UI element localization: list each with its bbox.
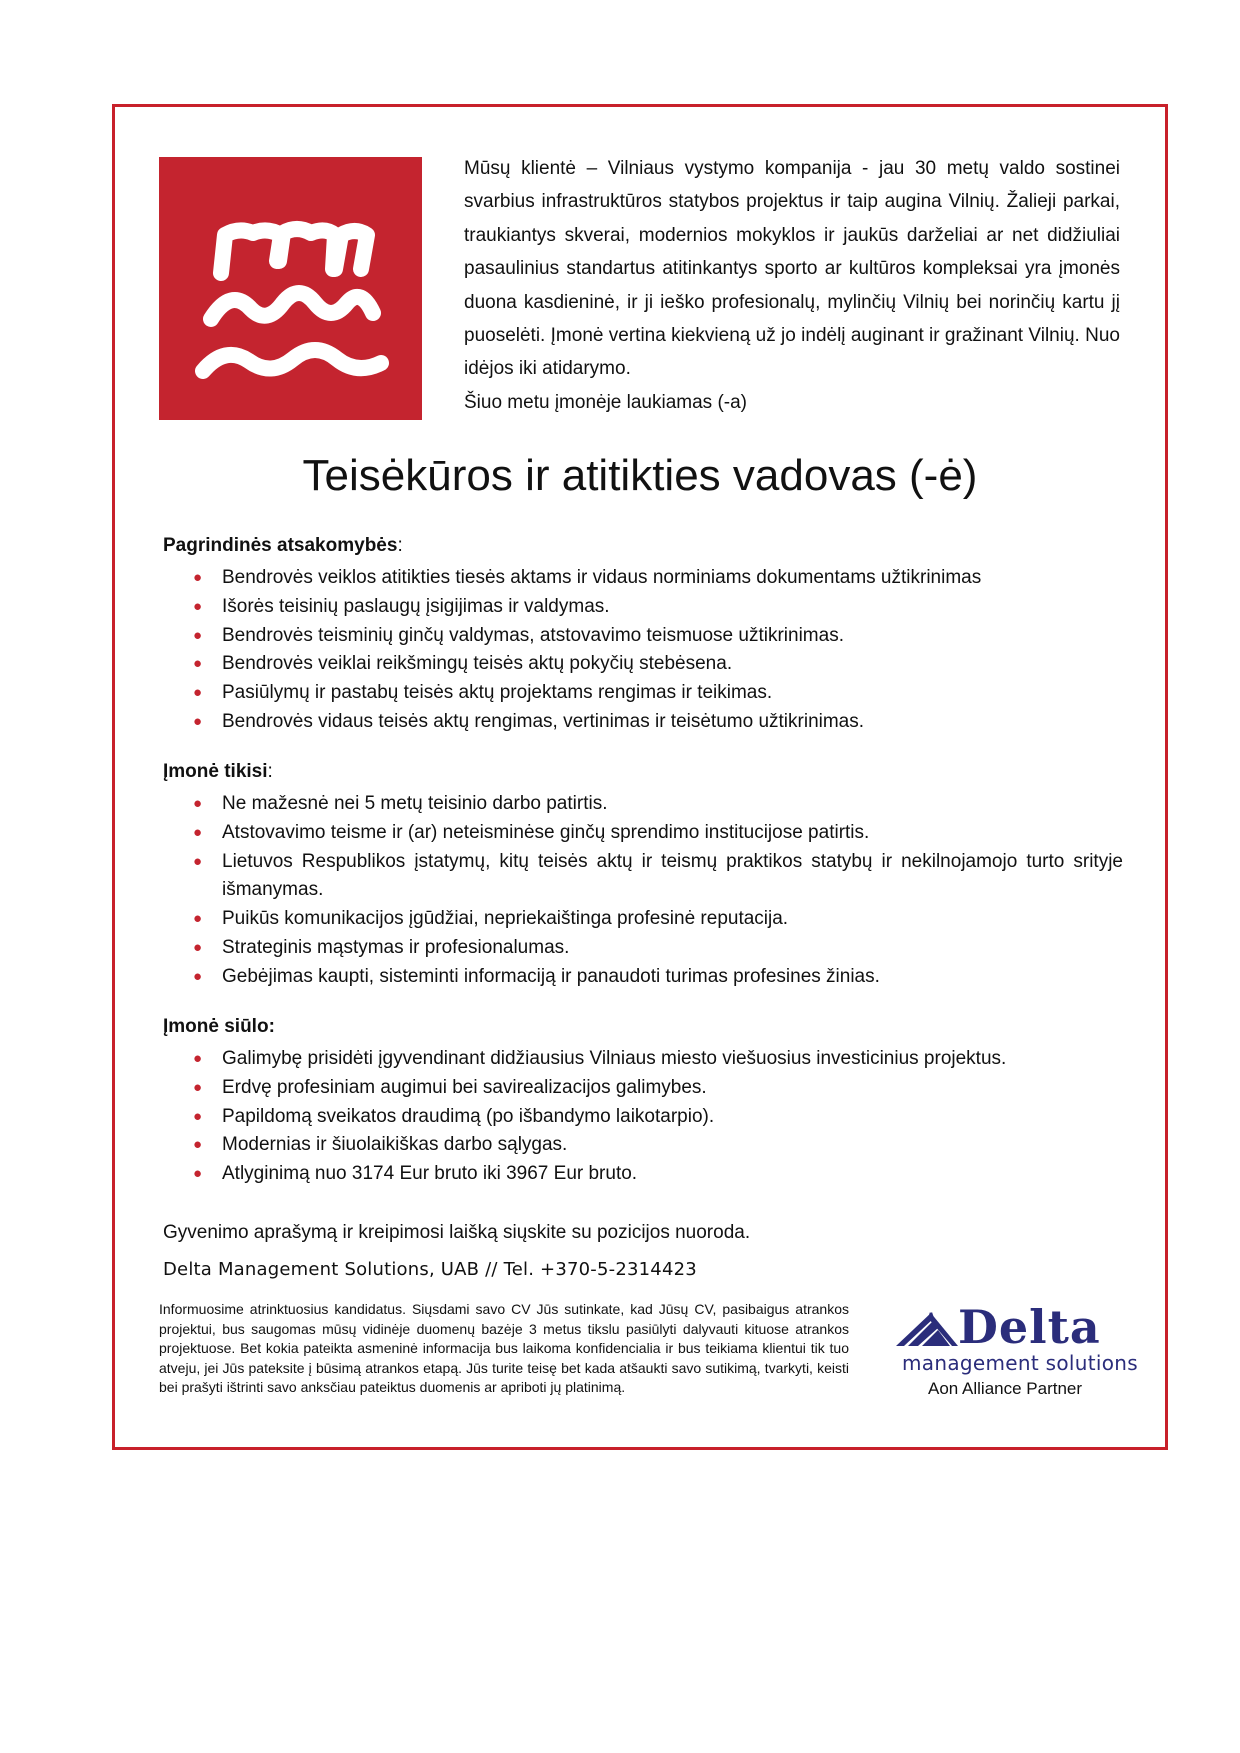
bullet-icon: ● xyxy=(193,1107,203,1125)
responsibilities-section xyxy=(163,533,1123,737)
list-item: ● Papildomą sveikatos draudimą (po išbandymo laikotarpio). xyxy=(163,1103,1123,1132)
company-intro xyxy=(464,152,1120,419)
bullet-icon: ● xyxy=(193,597,203,615)
responsibilities-list xyxy=(163,564,1123,737)
list-item: ● Atlyginimą nuo 3174 Eur bruto iki 3967 Eur bruto. xyxy=(163,1160,1123,1189)
responsibilities-heading: Pagrindinės atsakomybės: xyxy=(163,535,403,556)
list-item: ● Gebėjimas kaupti, sisteminti informaciją ir panaudoti turimas profesines žinias. xyxy=(163,963,1123,992)
list-item: ● Bendrovės vidaus teisės aktų rengimas, vertinimas ir teisėtumo užtikrinimas. xyxy=(163,708,1123,737)
bullet-icon: ● xyxy=(193,626,203,644)
list-item: ● Pasiūlymų ir pastabų teisės aktų projektams rengimas ir teikimas. xyxy=(163,679,1123,708)
bullet-icon: ● xyxy=(193,1136,203,1154)
expectations-section xyxy=(163,759,1123,992)
offer-list xyxy=(163,1045,1123,1189)
expectations-list xyxy=(163,790,1123,992)
list-item: ● Ne mažesnė nei 5 metų teisinio darbo patirtis. xyxy=(163,790,1123,819)
list-item: ● Atstovavimo teisme ir (ar) neteisminėse ginčų sprendimo institucijose patirtis. xyxy=(163,819,1123,848)
bullet-icon: ● xyxy=(193,967,203,985)
list-item: ● Puikūs komunikacijos įgūdžiai, nepriekaištinga profesinė reputacija. xyxy=(163,905,1123,934)
delta-subtitle: management solutions xyxy=(902,1351,1138,1375)
list-item: ● Erdvę profesiniam augimui bei savirealizacijos galimybes. xyxy=(163,1074,1123,1103)
bullet-icon: ● xyxy=(193,684,203,702)
bullet-icon: ● xyxy=(193,655,203,673)
delta-wordmark: Delta xyxy=(958,1300,1101,1354)
bullet-icon: ● xyxy=(193,823,203,841)
bullet-icon: ● xyxy=(193,1165,203,1183)
bullet-icon: ● xyxy=(193,1078,203,1096)
list-item: ● Bendrovės teisminių ginčų valdymas, atstovavimo teismuose užtikrinimas. xyxy=(163,622,1123,651)
list-item: ● Bendrovės veiklos atitikties tiesės aktams ir vidaus norminiams dokumentams užtikrinimas xyxy=(163,564,1123,593)
expectations-heading: Įmonė tikisi: xyxy=(163,761,273,782)
bullet-icon: ● xyxy=(193,852,203,870)
client-logo xyxy=(159,157,422,420)
list-item: ● Strateginis mąstymas ir profesionalumas. xyxy=(163,934,1123,963)
job-title: Teisėkūros ir atitikties vadovas (-ė) xyxy=(302,451,978,500)
privacy-disclaimer: Informuosime atrinktuosius kandidatus. Siųsdami savo CV Jūs sutinkate, kad Jūsų CV, pasibaigus atrankos projektui, bus saugomas mūsų vidinėje duomenų bazėje 3 metus tikslu pasiūlyti dalyvauti kituose atrankos projektuose. Bet kokia pateikta asmeninė informacija bus laikoma konfidencialia ir bus teikiama klientui tik tuo atveju, jei Jūs pateksite į būsimą atrankos etapą. Jūs turite teisę bet kada atšaukti savo sutikimą, tvarkyti, keisti bei prašyti ištrinti savo anksčiau pateiktus duomenis ar apriboti jų platinimą. xyxy=(159,1301,849,1396)
contact-line: Delta Management Solutions, UAB // Tel. +370-5-2314423 xyxy=(163,1259,697,1280)
bullet-icon: ● xyxy=(193,795,203,812)
list-item: ● Lietuvos Respublikos įstatymų, kitų teisės aktų ir teismų praktikos statybų ir nekilnojamojo turto srityje išmanymas. xyxy=(163,848,1123,906)
bullet-icon: ● xyxy=(193,910,203,928)
list-item: ● Galimybę prisidėti įgyvendinant didžiausius Vilniaus miesto viešuosius investicinius projektus. xyxy=(163,1045,1123,1074)
offer-section xyxy=(163,1014,1123,1189)
intro-paragraph: Mūsų klientė – Vilniaus vystymo kompanija - jau 30 metų valdo sostinei svarbius infrastruktūros statybos projektus ir taip augina Vilnių. Žalieji parkai, traukiantys skverai, modernios mokyklos ir jaukūs darželiai ar net didžiuliai pasaulinius standartus atitinkantys sporto ar kultūros kompleksai yra įmonės duona kasdieninė, ir ji ieško profesionalų, mylinčių Vilnių bei norinčių kartu jį puoselėti. Įmonė vertina kiekvieną už jo indėlį auginant ir gražinant Vilnių. Nuo idėjos iki atidarymo. xyxy=(464,158,1120,380)
bullet-icon: ● xyxy=(193,1050,203,1067)
delta-triangle-icon xyxy=(894,1308,966,1352)
call-to-action: Gyvenimo aprašymą ir kreipimosi laišką siųskite su pozicijos nuoroda. xyxy=(163,1222,751,1243)
delta-logo xyxy=(894,1300,1140,1398)
vilnius-waves-crown-icon xyxy=(159,157,422,420)
partner-label: Aon Alliance Partner xyxy=(928,1379,1083,1398)
bullet-icon: ● xyxy=(193,712,203,730)
bullet-icon: ● xyxy=(193,938,203,956)
list-item: ● Bendrovės veiklai reikšmingų teisės aktų pokyčių stebėsena. xyxy=(163,650,1123,679)
list-item: ● Modernias ir šiuolaikiškas darbo sąlygas. xyxy=(163,1131,1123,1160)
bullet-icon: ● xyxy=(193,569,203,586)
offer-heading: Įmonė siūlo: xyxy=(163,1016,275,1037)
list-item: ● Išorės teisinių paslaugų įsigijimas ir valdymas. xyxy=(163,593,1123,622)
intro-seeking: Šiuo metu įmonėje laukiamas (-a) xyxy=(464,391,748,413)
